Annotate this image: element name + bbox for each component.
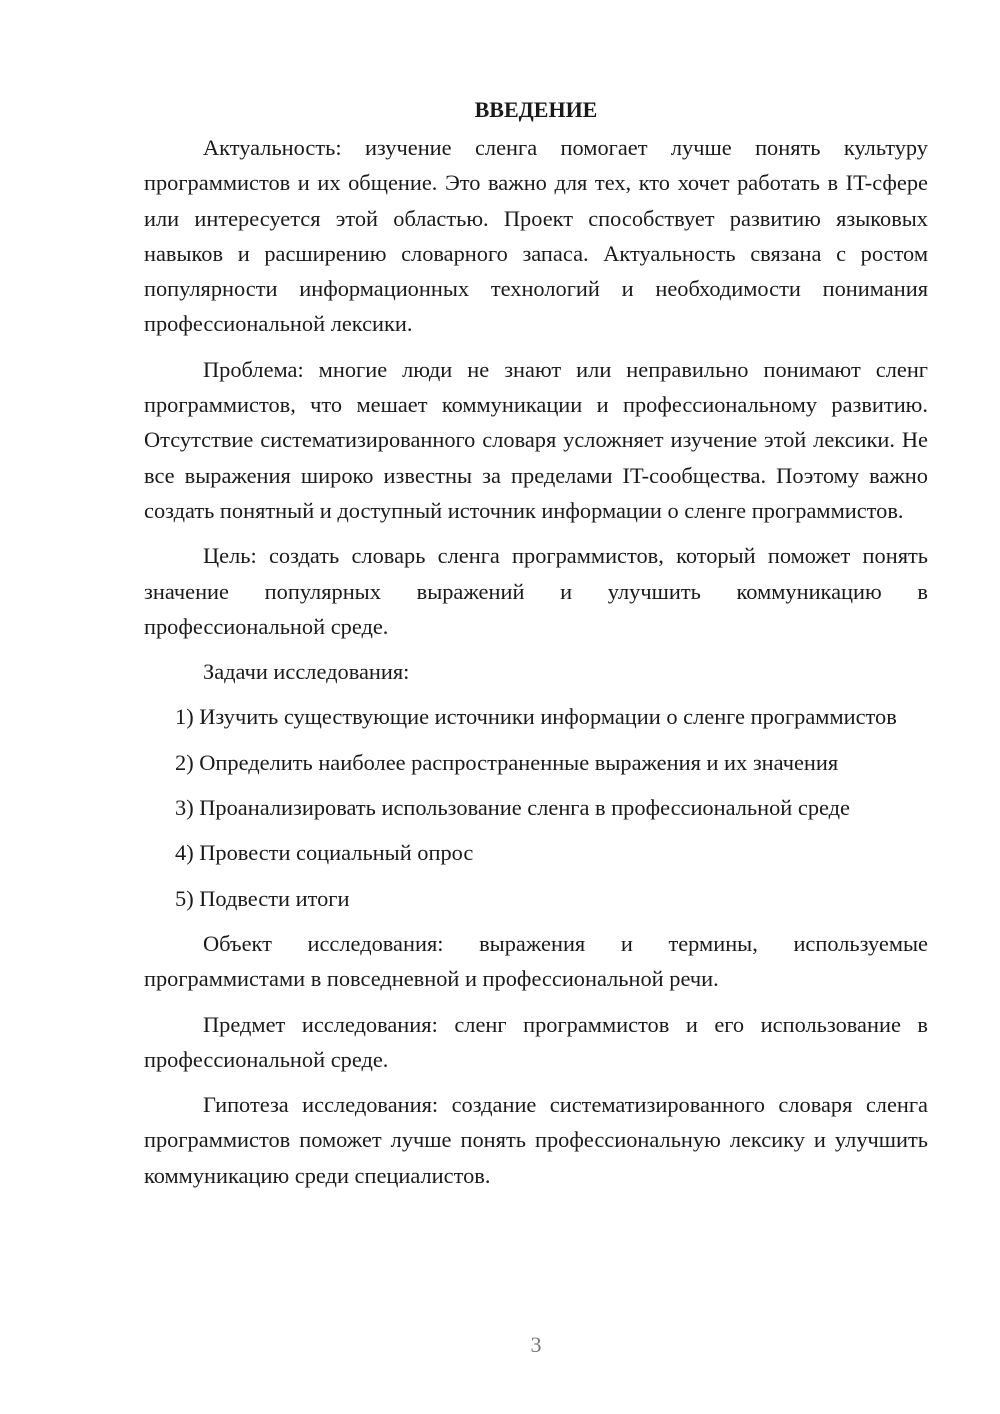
task-item: 4) Провести социальный опрос bbox=[175, 840, 474, 866]
problem-paragraph: Проблема: многие люди не знают или неправильно понимают сленг программистов, что мешает коммуникации и профессиональному развитию. Отсутствие систематизированного словаря усложняет изучение этой лексики. Не все выражения широко известны за пределами IT-сообщества. Поэтому важно создать понятный и доступный источник информации о сленге программистов. bbox=[144, 356, 928, 523]
task-item: 3) Проанализировать использование сленга в профессиональной среде bbox=[175, 795, 850, 821]
task-item: 1) Изучить существующие источники информации о сленге программистов bbox=[175, 704, 897, 730]
document-page bbox=[144, 92, 928, 1203]
page-title: ВВЕДЕНИЕ bbox=[474, 97, 598, 122]
object-paragraph: Объект исследования: выражения и термины, используемые программистами в повседневной и профессиональной речи. bbox=[144, 930, 928, 992]
page-number: 3 bbox=[530, 1332, 542, 1357]
task-item: 2) Определить наиболее распространенные выражения и их значения bbox=[175, 749, 839, 775]
hypothesis-paragraph: Гипотеза исследования: создание систематизированного словаря сленга программистов поможет лучше понять профессиональную лексику и улучшить коммуникацию среди специалистов. bbox=[144, 1092, 928, 1188]
task-item: 5) Подвести итоги bbox=[175, 885, 350, 911]
subject-paragraph: Предмет исследования: сленг программистов и его использование в профессиональной среде. bbox=[144, 1011, 928, 1072]
tasks-heading: Задачи исследования: bbox=[203, 659, 410, 685]
relevance-paragraph: Актуальность: изучение сленга помогает лучше понять культуру программистов и их общение. Это важно для тех, кто хочет работать в IT-сфере или интересуется этой областью. Проект способствует развитию языковых навыков и расширению словарного запаса. Актуальность связана с ростом популярности информационных технологий и необходимости понимания профессиональной лексики. bbox=[144, 135, 928, 337]
goal-paragraph: Цель: создать словарь сленга программистов, который поможет понять значение популярных выражений и улучшить коммуникацию в профессиональной среде. bbox=[144, 543, 928, 639]
